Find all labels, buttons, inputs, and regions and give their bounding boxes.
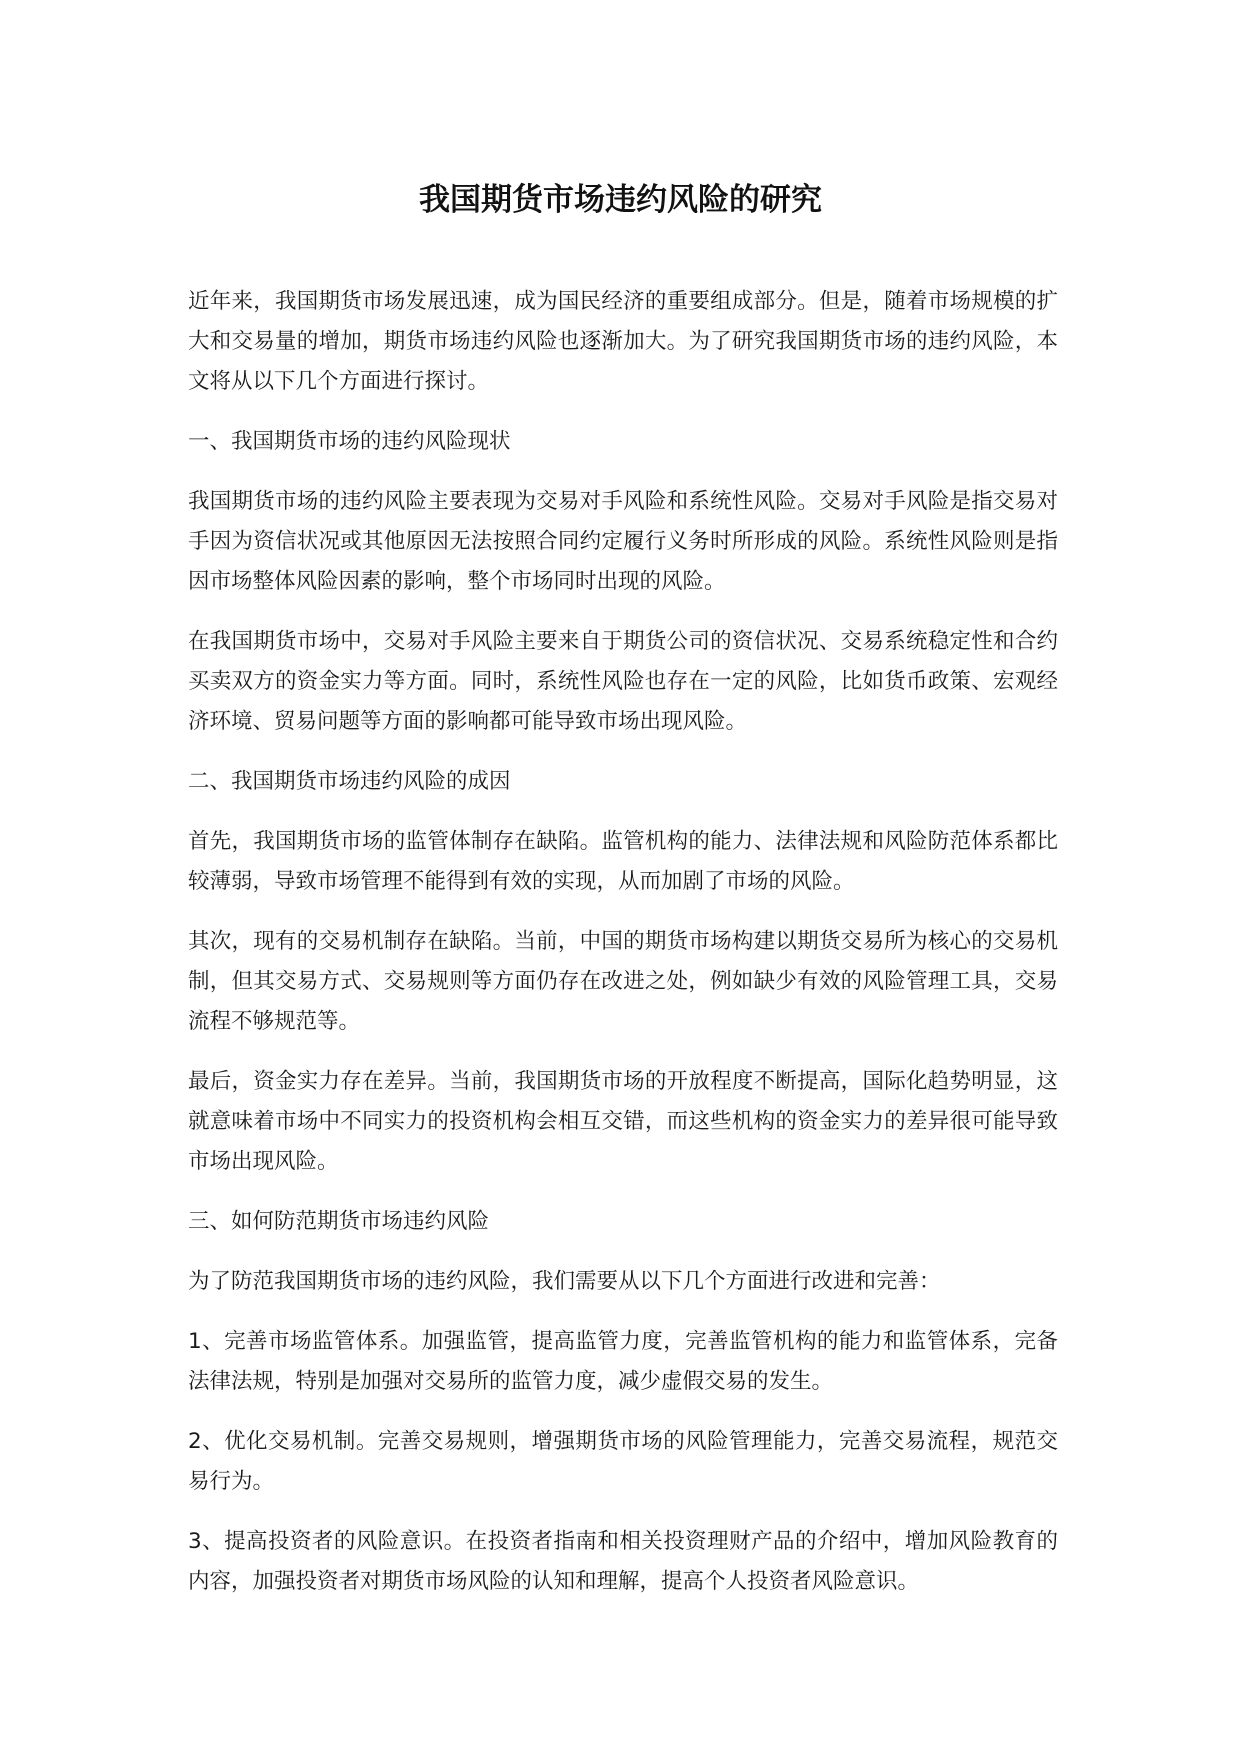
document-body [188, 282, 1058, 1622]
list-item: 1、完善市场监管体系。加强监管，提高监管力度，完善监管机构的能力和监管体系，完备法律法规，特别是加强对交易所的监管力度，减少虚假交易的发生。 [188, 1329, 1058, 1394]
paragraph-intro: 近年来，我国期货市场发展迅速，成为国民经济的重要组成部分。但是，随着市场规模的扩大和交易量的增加，期货市场违约风险也逐渐加大。为了研究我国期货市场的违约风险，本文将从以下几个方面进行探讨。 [188, 289, 1058, 394]
paragraph: 我国期货市场的违约风险主要表现为交易对手风险和系统性风险。交易对手风险是指交易对手因为资信状况或其他原因无法按照合同约定履行义务时所形成的风险。系统性风险则是指因市场整体风险因素的影响，整个市场同时出现的风险。 [188, 489, 1058, 594]
document-title: 我国期货市场违约风险的研究 [419, 182, 822, 218]
list-item: 2、优化交易机制。完善交易规则，增强期货市场的风险管理能力，完善交易流程，规范交易行为。 [188, 1429, 1058, 1494]
paragraph: 其次，现有的交易机制存在缺陷。当前，中国的期货市场构建以期货交易所为核心的交易机制，但其交易方式、交易规则等方面仍存在改进之处，例如缺少有效的风险管理工具，交易流程不够规范等。 [188, 929, 1058, 1034]
paragraph: 在我国期货市场中，交易对手风险主要来自于期货公司的资信状况、交易系统稳定性和合约买卖双方的资金实力等方面。同时，系统性风险也存在一定的风险，比如货币政策、宏观经济环境、贸易问题等方面的影响都可能导致市场出现风险。 [188, 629, 1058, 734]
section-heading-2: 二、我国期货市场违约风险的成因 [188, 769, 511, 794]
list-item: 3、提高投资者的风险意识。在投资者指南和相关投资理财产品的介绍中，增加风险教育的内容，加强投资者对期货市场风险的认知和理解，提高个人投资者风险意识。 [188, 1529, 1058, 1594]
paragraph: 最后，资金实力存在差异。当前，我国期货市场的开放程度不断提高，国际化趋势明显，这就意味着市场中不同实力的投资机构会相互交错，而这些机构的资金实力的差异很可能导致市场出现风险。 [188, 1069, 1058, 1174]
section-heading-3: 三、如何防范期货市场违约风险 [188, 1209, 490, 1234]
paragraph: 首先，我国期货市场的监管体制存在缺陷。监管机构的能力、法律法规和风险防范体系都比较薄弱，导致市场管理不能得到有效的实现，从而加剧了市场的风险。 [188, 829, 1058, 894]
paragraph: 为了防范我国期货市场的违约风险，我们需要从以下几个方面进行改进和完善： [188, 1269, 941, 1294]
section-heading-1: 一、我国期货市场的违约风险现状 [188, 429, 511, 454]
